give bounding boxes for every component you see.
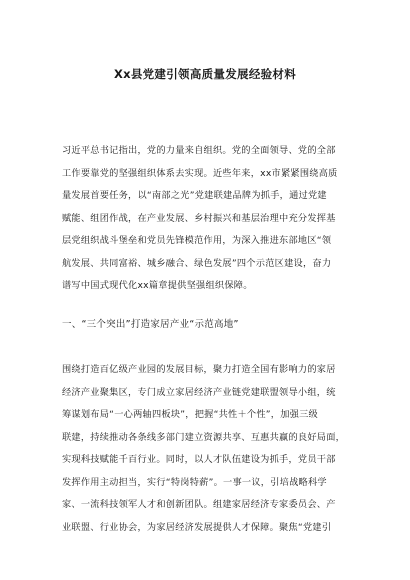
paragraph-line: 工作要靠党的坚强组织体系去实现。近些年来，xx市紧紧围绕高质 (62, 167, 338, 179)
paragraph-line: 习近平总书记指出，党的力量来自组织。党的全面领导、党的全部 (62, 145, 336, 156)
paragraph-line: 围绕打造百亿级产业园的发展目标，聚力打造全国有影响力的家居 (62, 364, 336, 375)
paragraph-line: 业联盟、行业协会，为家居经济发展提供人才保障。聚焦“党建引 (62, 521, 332, 533)
paragraph-line: 家、一流科技领军人才和创新团队。组建家居经济专家委员会、产 (62, 499, 336, 510)
paragraph-line: 发挥作用主动担当，实行“特岗特薪”。一事一议，引培战略科学 (62, 476, 327, 488)
paragraph-line: 联建，持续推动各条线多部门建立资源共享、互惠共赢的良好局面， (62, 431, 346, 443)
paragraph-line: 层党组织战斗堡垒和党员先锋模范作用，为深入推进东部地区“领 (62, 235, 332, 246)
paragraph-line: 经济产业聚集区，专门成立家居经济产业链党建联盟领导小组，统 (62, 386, 336, 398)
paragraph-line: 筹谋划布局“一心两轴四板块”，把握“共性＋个性”，加强三级 (62, 409, 318, 420)
paragraph-line: 实现科技赋能千百行业。同时，以人才队伍建设为抓手，党员干部 (62, 454, 336, 465)
document-title: Xx县党建引领高质量发展经验材料 (113, 67, 297, 81)
section-paragraph (62, 359, 362, 539)
paragraph-line: 赋能、组团作战，在产业发展、乡村振兴和基层治理中充分发挥基 (62, 212, 336, 224)
paragraph-line: 量发展首要任务，以“南部之光”党建联建品牌为抓手，通过党建 (62, 190, 327, 201)
paragraph-line: 谱写中国式现代化xx篇章提供坚强组织保障。 (62, 280, 253, 291)
paragraph-line: 航发展、共同富裕、城乡融合、绿色发展”四个示范区建设，奋力 (62, 257, 332, 269)
intro-paragraph (62, 140, 362, 298)
section-heading: 一、“三个突出”打造家居产业“示范高地” (62, 319, 239, 330)
